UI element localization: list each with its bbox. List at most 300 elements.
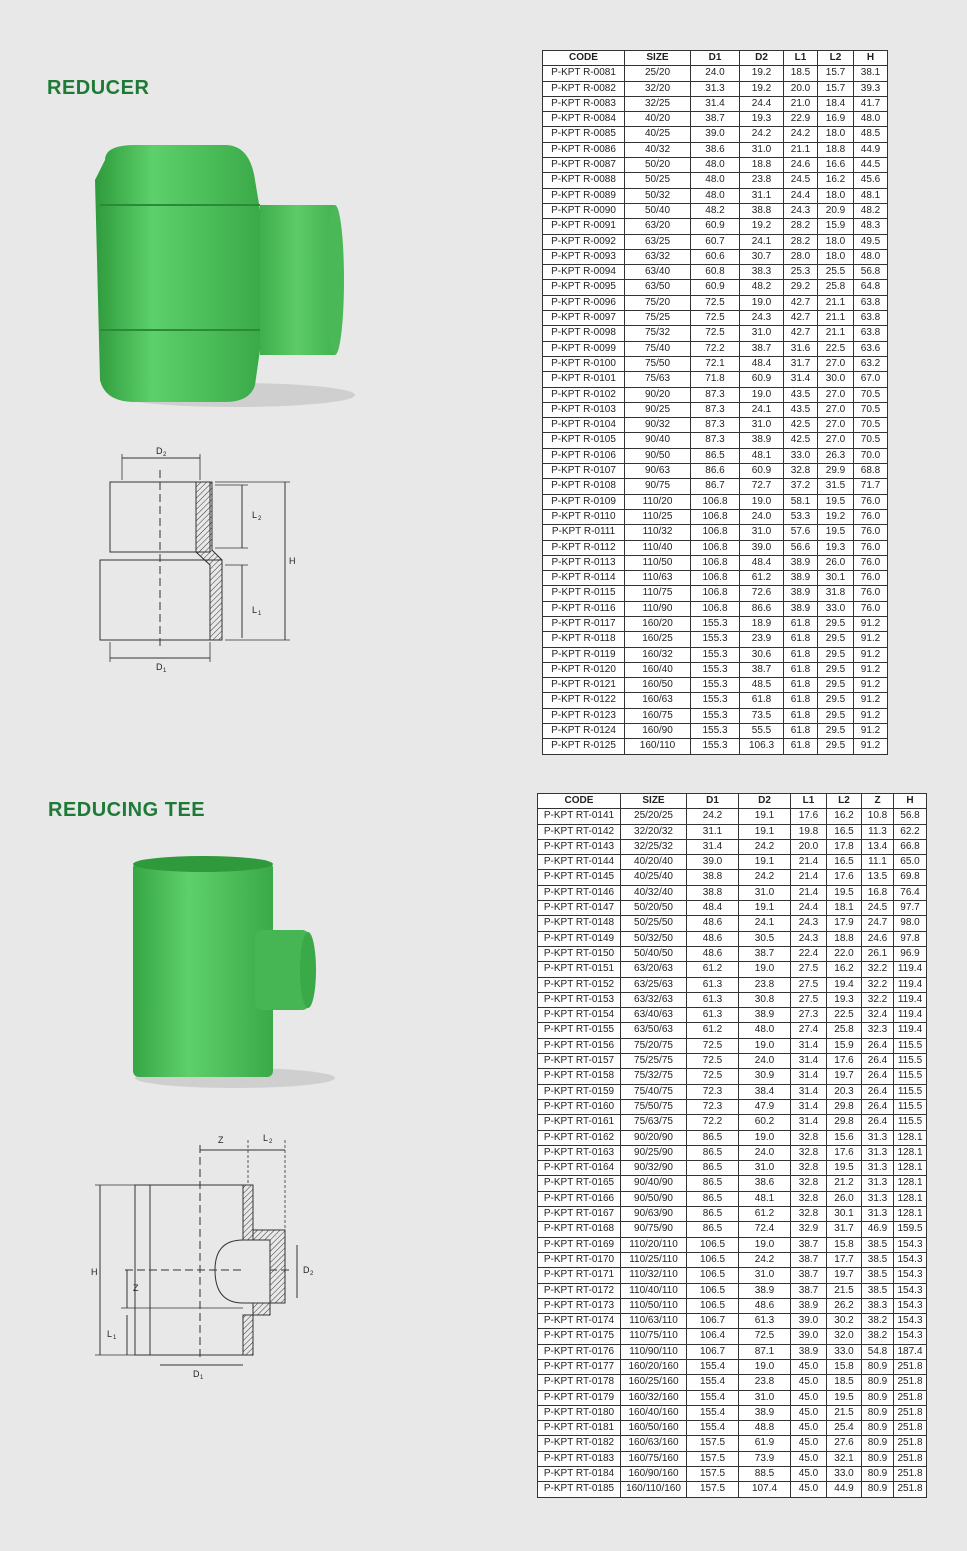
cell-d1: 24.0	[691, 66, 740, 81]
table-row	[538, 1329, 927, 1344]
cell-h: 115.5	[894, 1054, 927, 1069]
cell-h: 39.3	[854, 81, 888, 96]
cell-d2: 88.5	[739, 1467, 791, 1482]
cell-size: 75/32	[625, 326, 691, 341]
table-row	[543, 66, 888, 81]
cell-d1: 38.6	[691, 142, 740, 157]
cell-l2: 27.0	[818, 387, 854, 402]
cell-h: 119.4	[894, 962, 927, 977]
table-row	[543, 616, 888, 631]
cell-l2: 18.0	[818, 234, 854, 249]
column-header-d2: D2	[739, 794, 791, 809]
cell-d1: 48.4	[687, 901, 739, 916]
table-row	[538, 1252, 927, 1267]
cell-l2: 32.1	[827, 1451, 862, 1466]
table-row	[538, 931, 927, 946]
cell-size: 63/40	[625, 265, 691, 280]
cell-code: P-KPT R-0124	[543, 724, 625, 739]
cell-size: 90/32	[625, 418, 691, 433]
cell-h: 63.8	[854, 311, 888, 326]
cell-d2: 31.0	[739, 1390, 791, 1405]
table-row	[543, 372, 888, 387]
cell-l1: 21.1	[784, 142, 818, 157]
table-row	[538, 1099, 927, 1114]
table-row	[543, 479, 888, 494]
table-row	[543, 601, 888, 616]
table-row	[543, 341, 888, 356]
cell-d2: 19.2	[740, 81, 784, 96]
cell-d2: 106.3	[740, 739, 784, 754]
cell-h: 154.3	[894, 1298, 927, 1313]
cell-d2: 47.9	[739, 1099, 791, 1114]
cell-d2: 87.1	[739, 1344, 791, 1359]
cell-d2: 48.2	[740, 280, 784, 295]
cell-l2: 26.2	[827, 1298, 862, 1313]
cell-d1: 86.6	[691, 464, 740, 479]
table-row	[538, 1008, 927, 1023]
cell-l2: 25.8	[818, 280, 854, 295]
cell-h: 38.1	[854, 66, 888, 81]
cell-l2: 21.1	[818, 326, 854, 341]
cell-d1: 72.1	[691, 356, 740, 371]
cell-l1: 61.8	[784, 647, 818, 662]
table-row	[538, 977, 927, 992]
table-row	[543, 142, 888, 157]
cell-l2: 29.8	[827, 1099, 862, 1114]
column-header-d1: D1	[687, 794, 739, 809]
cell-l1: 39.0	[791, 1329, 827, 1344]
table-row	[543, 632, 888, 647]
cell-d2: 19.0	[739, 1359, 791, 1374]
column-header-code: CODE	[538, 794, 621, 809]
cell-d1: 38.8	[687, 870, 739, 885]
cell-code: P-KPT R-0120	[543, 662, 625, 677]
cell-code: P-KPT R-0099	[543, 341, 625, 356]
table-row	[543, 571, 888, 586]
cell-z: 26.4	[862, 1069, 894, 1084]
cell-size: 90/75/90	[621, 1222, 687, 1237]
cell-d2: 72.4	[739, 1222, 791, 1237]
cell-l2: 32.0	[827, 1329, 862, 1344]
cell-code: P-KPT R-0084	[543, 112, 625, 127]
cell-code: P-KPT R-0116	[543, 601, 625, 616]
cell-d1: 155.3	[691, 662, 740, 677]
cell-z: 26.4	[862, 1054, 894, 1069]
cell-code: P-KPT R-0096	[543, 295, 625, 310]
cell-l2: 25.8	[827, 1023, 862, 1038]
cell-d2: 30.6	[740, 647, 784, 662]
cell-l2: 19.5	[827, 1161, 862, 1176]
cell-size: 75/50	[625, 356, 691, 371]
cell-code: P-KPT RT-0156	[538, 1038, 621, 1053]
cell-l2: 18.8	[818, 142, 854, 157]
cell-code: P-KPT RT-0162	[538, 1130, 621, 1145]
cell-l1: 45.0	[791, 1421, 827, 1436]
cell-size: 110/32/110	[621, 1268, 687, 1283]
cell-d2: 24.0	[740, 509, 784, 524]
table-row	[538, 1038, 927, 1053]
cell-code: P-KPT R-0101	[543, 372, 625, 387]
cell-size: 25/20	[625, 66, 691, 81]
cell-l1: 21.4	[791, 855, 827, 870]
cell-code: P-KPT R-0111	[543, 525, 625, 540]
cell-code: P-KPT RT-0164	[538, 1161, 621, 1176]
cell-z: 31.3	[862, 1207, 894, 1222]
cell-code: P-KPT R-0108	[543, 479, 625, 494]
cell-d1: 86.5	[687, 1222, 739, 1237]
cell-code: P-KPT RT-0153	[538, 992, 621, 1007]
cell-l1: 45.0	[791, 1451, 827, 1466]
cell-l1: 56.6	[784, 540, 818, 555]
table-row	[543, 387, 888, 402]
cell-d2: 30.8	[739, 992, 791, 1007]
cell-code: P-KPT RT-0183	[538, 1451, 621, 1466]
cell-l1: 27.3	[791, 1008, 827, 1023]
cell-l1: 43.5	[784, 402, 818, 417]
table-row	[543, 418, 888, 433]
cell-l2: 17.8	[827, 839, 862, 854]
cell-d2: 61.2	[740, 571, 784, 586]
cell-d2: 48.5	[740, 678, 784, 693]
cell-d1: 86.5	[687, 1145, 739, 1160]
cell-d1: 48.2	[691, 203, 740, 218]
cell-size: 110/20	[625, 494, 691, 509]
cell-code: P-KPT RT-0149	[538, 931, 621, 946]
cell-z: 80.9	[862, 1421, 894, 1436]
cell-size: 110/20/110	[621, 1237, 687, 1252]
cell-h: 187.4	[894, 1344, 927, 1359]
cell-l1: 61.8	[784, 724, 818, 739]
cell-z: 80.9	[862, 1405, 894, 1420]
cell-d1: 60.7	[691, 234, 740, 249]
cell-l1: 24.3	[784, 203, 818, 218]
cell-l1: 19.8	[791, 824, 827, 839]
cell-z: 80.9	[862, 1482, 894, 1497]
cell-size: 50/20	[625, 158, 691, 173]
cell-l1: 33.0	[784, 448, 818, 463]
cell-d2: 24.2	[739, 1252, 791, 1267]
cell-h: 154.3	[894, 1329, 927, 1344]
cell-code: P-KPT RT-0179	[538, 1390, 621, 1405]
cell-d2: 86.6	[740, 601, 784, 616]
cell-size: 160/90	[625, 724, 691, 739]
cell-z: 80.9	[862, 1451, 894, 1466]
cell-d1: 87.3	[691, 387, 740, 402]
table-row	[543, 326, 888, 341]
cell-l2: 18.0	[818, 188, 854, 203]
cell-size: 160/110	[625, 739, 691, 754]
cell-size: 110/32	[625, 525, 691, 540]
cell-size: 50/40/50	[621, 946, 687, 961]
column-header-d1: D1	[691, 51, 740, 66]
cell-l1: 32.8	[784, 464, 818, 479]
cell-l2: 19.4	[827, 977, 862, 992]
cell-l2: 18.0	[818, 249, 854, 264]
cell-code: P-KPT RT-0166	[538, 1191, 621, 1206]
cell-d1: 38.8	[687, 885, 739, 900]
cell-l1: 24.3	[791, 916, 827, 931]
table-row	[538, 1421, 927, 1436]
cell-h: 119.4	[894, 992, 927, 1007]
cell-size: 90/25/90	[621, 1145, 687, 1160]
cell-d1: 157.5	[687, 1467, 739, 1482]
cell-d2: 61.2	[739, 1207, 791, 1222]
cell-d1: 39.0	[687, 855, 739, 870]
cell-l1: 24.4	[791, 901, 827, 916]
cell-code: P-KPT R-0112	[543, 540, 625, 555]
cell-size: 75/50/75	[621, 1099, 687, 1114]
cell-code: P-KPT RT-0185	[538, 1482, 621, 1497]
cell-size: 90/25	[625, 402, 691, 417]
cell-l1: 24.6	[784, 158, 818, 173]
cell-l1: 27.4	[791, 1023, 827, 1038]
cell-d1: 72.3	[687, 1099, 739, 1114]
table-row	[543, 356, 888, 371]
cell-z: 32.3	[862, 1023, 894, 1038]
cell-l2: 30.0	[818, 372, 854, 387]
cell-h: 159.5	[894, 1222, 927, 1237]
cell-code: P-KPT RT-0145	[538, 870, 621, 885]
cell-h: 65.0	[894, 855, 927, 870]
cell-h: 68.8	[854, 464, 888, 479]
cell-l2: 16.2	[827, 962, 862, 977]
cell-h: 48.1	[854, 188, 888, 203]
cell-code: P-KPT RT-0180	[538, 1405, 621, 1420]
cell-l2: 31.7	[827, 1222, 862, 1237]
cell-d2: 31.0	[740, 326, 784, 341]
cell-h: 91.2	[854, 724, 888, 739]
cell-code: P-KPT RT-0159	[538, 1084, 621, 1099]
cell-d1: 48.6	[687, 931, 739, 946]
cell-h: 251.8	[894, 1390, 927, 1405]
cell-code: P-KPT RT-0146	[538, 885, 621, 900]
cell-l1: 61.8	[784, 739, 818, 754]
cell-d1: 87.3	[691, 433, 740, 448]
cell-code: P-KPT RT-0143	[538, 839, 621, 854]
cell-l1: 32.8	[791, 1191, 827, 1206]
cell-l1: 45.0	[791, 1405, 827, 1420]
cell-size: 90/20	[625, 387, 691, 402]
table-row	[543, 693, 888, 708]
table-row	[543, 448, 888, 463]
cell-code: P-KPT RT-0144	[538, 855, 621, 870]
column-header-h: H	[854, 51, 888, 66]
cell-d1: 72.2	[687, 1115, 739, 1130]
column-header-l1: L1	[791, 794, 827, 809]
cell-d2: 24.2	[739, 839, 791, 854]
cell-size: 160/63/160	[621, 1436, 687, 1451]
table-row	[543, 96, 888, 111]
cell-l1: 31.4	[791, 1069, 827, 1084]
cell-l2: 17.6	[827, 1145, 862, 1160]
cell-h: 76.4	[894, 885, 927, 900]
reducing-tee-dimension-drawing	[85, 1125, 325, 1385]
cell-d2: 19.3	[740, 112, 784, 127]
cell-h: 251.8	[894, 1451, 927, 1466]
table-row	[543, 739, 888, 754]
cell-z: 24.7	[862, 916, 894, 931]
cell-d1: 61.3	[687, 977, 739, 992]
cell-l2: 19.7	[827, 1268, 862, 1283]
cell-code: P-KPT RT-0181	[538, 1421, 621, 1436]
table-row	[538, 1298, 927, 1313]
cell-l2: 30.2	[827, 1314, 862, 1329]
cell-l2: 29.5	[818, 678, 854, 693]
cell-l1: 27.5	[791, 962, 827, 977]
cell-d1: 60.6	[691, 249, 740, 264]
cell-l1: 38.7	[791, 1268, 827, 1283]
cell-l1: 61.8	[784, 678, 818, 693]
cell-l2: 15.9	[818, 219, 854, 234]
cell-l2: 19.5	[827, 885, 862, 900]
cell-code: P-KPT RT-0175	[538, 1329, 621, 1344]
cell-h: 45.6	[854, 173, 888, 188]
cell-size: 160/75/160	[621, 1451, 687, 1466]
cell-l2: 29.5	[818, 647, 854, 662]
cell-size: 40/32	[625, 142, 691, 157]
cell-d2: 48.6	[739, 1298, 791, 1313]
cell-code: P-KPT RT-0184	[538, 1467, 621, 1482]
cell-z: 80.9	[862, 1390, 894, 1405]
cell-size: 160/20/160	[621, 1359, 687, 1374]
cell-size: 160/63	[625, 693, 691, 708]
cell-code: P-KPT RT-0150	[538, 946, 621, 961]
cell-d1: 106.7	[687, 1314, 739, 1329]
cell-code: P-KPT RT-0174	[538, 1314, 621, 1329]
cell-d2: 31.0	[740, 142, 784, 157]
cell-h: 76.0	[854, 601, 888, 616]
cell-l2: 17.7	[827, 1252, 862, 1267]
cell-l2: 19.2	[818, 509, 854, 524]
table-row	[543, 280, 888, 295]
table-row	[543, 724, 888, 739]
cell-size: 110/75/110	[621, 1329, 687, 1344]
reducing-tee-spec-table	[537, 793, 927, 1498]
cell-d1: 155.3	[691, 616, 740, 631]
cell-d1: 106.4	[687, 1329, 739, 1344]
cell-h: 119.4	[894, 1023, 927, 1038]
cell-h: 96.9	[894, 946, 927, 961]
cell-size: 63/32	[625, 249, 691, 264]
cell-h: 62.2	[894, 824, 927, 839]
cell-l2: 16.5	[827, 855, 862, 870]
cell-d1: 157.5	[687, 1482, 739, 1497]
cell-d1: 155.4	[687, 1405, 739, 1420]
cell-code: P-KPT RT-0169	[538, 1237, 621, 1252]
table-row	[538, 1482, 927, 1497]
cell-code: P-KPT R-0106	[543, 448, 625, 463]
cell-size: 110/63/110	[621, 1314, 687, 1329]
cell-l1: 38.9	[791, 1298, 827, 1313]
table-row	[543, 402, 888, 417]
column-header-size: SIZE	[621, 794, 687, 809]
tee-label-z-mid: Z	[133, 1283, 139, 1293]
cell-l2: 16.9	[818, 112, 854, 127]
table-row	[543, 433, 888, 448]
cell-l1: 31.4	[784, 372, 818, 387]
cell-l2: 17.9	[827, 916, 862, 931]
cell-size: 50/40	[625, 203, 691, 218]
table-row	[538, 885, 927, 900]
cell-code: P-KPT R-0087	[543, 158, 625, 173]
cell-h: 48.0	[854, 249, 888, 264]
column-header-d2: D2	[740, 51, 784, 66]
cell-h: 251.8	[894, 1375, 927, 1390]
cell-l2: 16.2	[827, 809, 862, 824]
cell-d1: 106.5	[687, 1268, 739, 1283]
cell-code: P-KPT R-0095	[543, 280, 625, 295]
table-header-row	[538, 794, 927, 809]
cell-code: P-KPT R-0122	[543, 693, 625, 708]
table-row	[538, 1207, 927, 1222]
cell-z: 26.4	[862, 1038, 894, 1053]
cell-code: P-KPT R-0105	[543, 433, 625, 448]
cell-h: 91.2	[854, 708, 888, 723]
cell-l1: 28.2	[784, 234, 818, 249]
cell-d1: 106.5	[687, 1237, 739, 1252]
cell-d1: 48.0	[691, 158, 740, 173]
cell-code: P-KPT RT-0161	[538, 1115, 621, 1130]
cell-d1: 155.3	[691, 724, 740, 739]
cell-l1: 38.9	[784, 586, 818, 601]
cell-d1: 86.5	[687, 1191, 739, 1206]
cell-z: 26.4	[862, 1099, 894, 1114]
table-row	[543, 555, 888, 570]
cell-l1: 32.8	[791, 1130, 827, 1145]
cell-h: 76.0	[854, 555, 888, 570]
cell-d1: 48.6	[687, 946, 739, 961]
cell-code: P-KPT R-0123	[543, 708, 625, 723]
cell-d2: 38.4	[739, 1084, 791, 1099]
cell-size: 160/75	[625, 708, 691, 723]
cell-d2: 18.9	[740, 616, 784, 631]
cell-d2: 30.5	[739, 931, 791, 946]
tee-label-z-top: Z	[218, 1135, 224, 1145]
cell-d1: 39.0	[691, 127, 740, 142]
table-row	[543, 647, 888, 662]
cell-code: P-KPT R-0083	[543, 96, 625, 111]
table-row	[538, 901, 927, 916]
reducer-label-d1: D	[156, 662, 163, 672]
cell-h: 91.2	[854, 693, 888, 708]
cell-z: 31.3	[862, 1161, 894, 1176]
cell-d1: 155.3	[691, 678, 740, 693]
cell-code: P-KPT RT-0160	[538, 1099, 621, 1114]
cell-d2: 19.1	[739, 855, 791, 870]
cell-d1: 86.5	[691, 448, 740, 463]
cell-h: 76.0	[854, 586, 888, 601]
table-row	[538, 992, 927, 1007]
table-row	[543, 158, 888, 173]
cell-l2: 27.6	[827, 1436, 862, 1451]
cell-l1: 45.0	[791, 1375, 827, 1390]
cell-l1: 45.0	[791, 1436, 827, 1451]
cell-d1: 48.6	[687, 916, 739, 931]
cell-code: P-KPT RT-0177	[538, 1359, 621, 1374]
cell-z: 38.2	[862, 1329, 894, 1344]
cell-h: 91.2	[854, 632, 888, 647]
cell-size: 40/25/40	[621, 870, 687, 885]
column-header-z: Z	[862, 794, 894, 809]
cell-z: 32.2	[862, 992, 894, 1007]
cell-d2: 24.2	[739, 870, 791, 885]
cell-d1: 155.3	[691, 739, 740, 754]
cell-code: P-KPT RT-0154	[538, 1008, 621, 1023]
cell-d1: 106.8	[691, 586, 740, 601]
cell-l1: 42.7	[784, 295, 818, 310]
cell-size: 50/25/50	[621, 916, 687, 931]
cell-z: 10.8	[862, 809, 894, 824]
